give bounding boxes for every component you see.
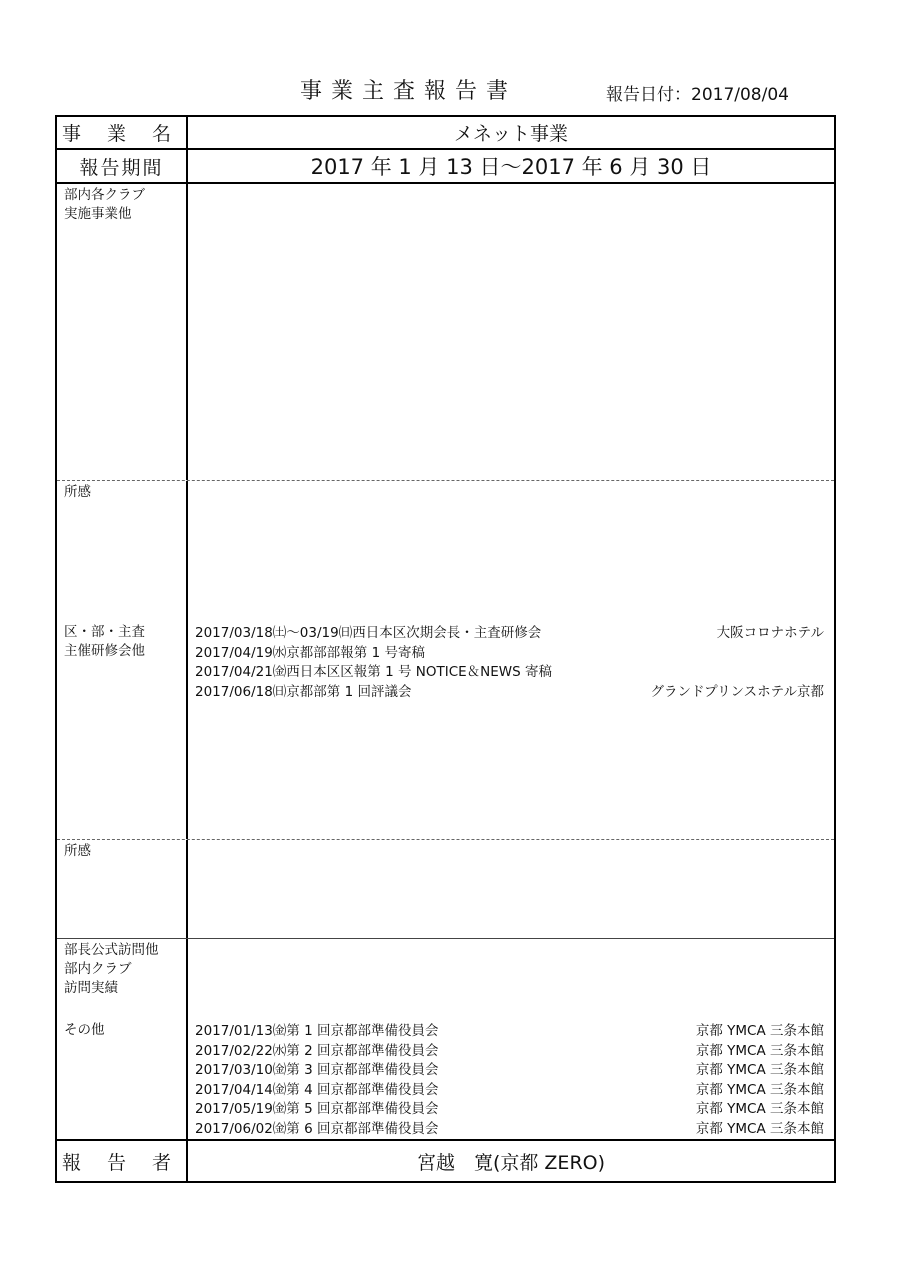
club-activities-label-line: 実施事業他 [64,206,132,222]
official-visits-label-line: 部長公式訪問他 [64,942,159,958]
document-title: 事業主査報告書 [300,79,518,104]
official-visits-label-line: 部内クラブ [64,961,132,977]
impression-2-content [188,840,834,938]
row-official-visits [57,939,834,1019]
row-reporter [57,1141,834,1181]
row-club-activities [57,184,834,481]
list-item [195,1022,824,1042]
district-seminars-label [57,621,188,839]
entry-text: 2017/03/18㈯～03/19㈰西日本区次期会長・主査研修会 [195,625,542,641]
entry-place: 京都 YMCA 三条本館 [695,1101,824,1117]
entry-text: 2017/04/21㈮西日本区区報第 1 号 NOTICE＆NEWS 寄稿 [195,664,553,680]
others-content [188,1019,834,1139]
report-date [606,80,789,105]
list-item [195,1042,824,1062]
list-item [195,624,824,644]
list-item [195,1120,824,1140]
list-item [195,1081,824,1101]
district-seminars-label-line: 主催研修会他 [64,643,145,659]
period-label: 報告期間 [57,150,188,182]
row-district-seminars [57,621,834,840]
entry-text: 2017/06/02㈮第 6 回京都部準備役員会 [195,1120,439,1137]
official-visits-label-line: 訪問実績 [64,980,118,996]
entry-text: 2017/04/19㈬京都部部報第 1 号寄稿 [195,644,425,661]
club-activities-label [57,184,188,480]
list-item [195,663,824,683]
entry-text: 2017/06/18㈰京都部第 1 回評議会 [195,683,412,700]
business-name-value: メネット事業 [453,123,568,145]
entry-place: 京都 YMCA 三条本館 [695,1023,824,1039]
list-item [195,1100,824,1120]
entry-text: 2017/05/19㈮第 5 回京都部準備役員会 [195,1101,439,1117]
period-value: 2017 年 1 月 13 日～2017 年 6 月 30 日 [310,155,712,179]
entry-place: グランドプリンスホテル京都 [650,683,824,700]
entry-text: 2017/01/13㈮第 1 回京都部準備役員会 [195,1023,439,1039]
entry-place: 京都 YMCA 三条本館 [695,1062,824,1078]
impression-1-label: 所感 [57,481,188,621]
impression-1-content [188,481,834,621]
impression-2-label: 所感 [57,840,188,938]
entry-place: 大阪コロナホテル [716,625,824,641]
entry-place: 京都 YMCA 三条本館 [695,1081,824,1098]
report-date-value: 2017/08/04 [691,85,789,105]
row-business-name [57,117,834,150]
report-table [55,115,836,1183]
entry-text: 2017/04/14㈮第 4 回京都部準備役員会 [195,1081,439,1098]
entry-place: 京都 YMCA 三条本館 [695,1042,824,1059]
official-visits-label [57,939,188,1019]
list-item [195,644,824,664]
district-seminars-content [188,621,834,839]
entry-text: 2017/03/10㈮第 3 回京都部準備役員会 [195,1062,439,1078]
row-impression-1 [57,481,834,621]
official-visits-content [188,939,834,1019]
row-period [57,150,834,184]
club-activities-content [188,184,834,480]
district-seminars-label-line: 区・部・主査 [64,624,145,640]
entry-place: 京都 YMCA 三条本館 [695,1120,824,1137]
list-item [195,683,824,703]
business-name-label: 事 業 名 [57,117,188,148]
row-impression-2 [57,840,834,939]
others-label: その他 [57,1019,188,1139]
list-item [195,1061,824,1081]
row-others [57,1019,834,1141]
reporter-value: 宮越 寛(京都 ZERO) [416,1151,606,1174]
entry-text: 2017/02/22㈬第 2 回京都部準備役員会 [195,1042,439,1059]
reporter-label: 報 告 者 [57,1141,188,1181]
club-activities-label-line: 部内各クラブ [64,187,145,203]
report-date-label: 報告日付： [606,85,691,105]
